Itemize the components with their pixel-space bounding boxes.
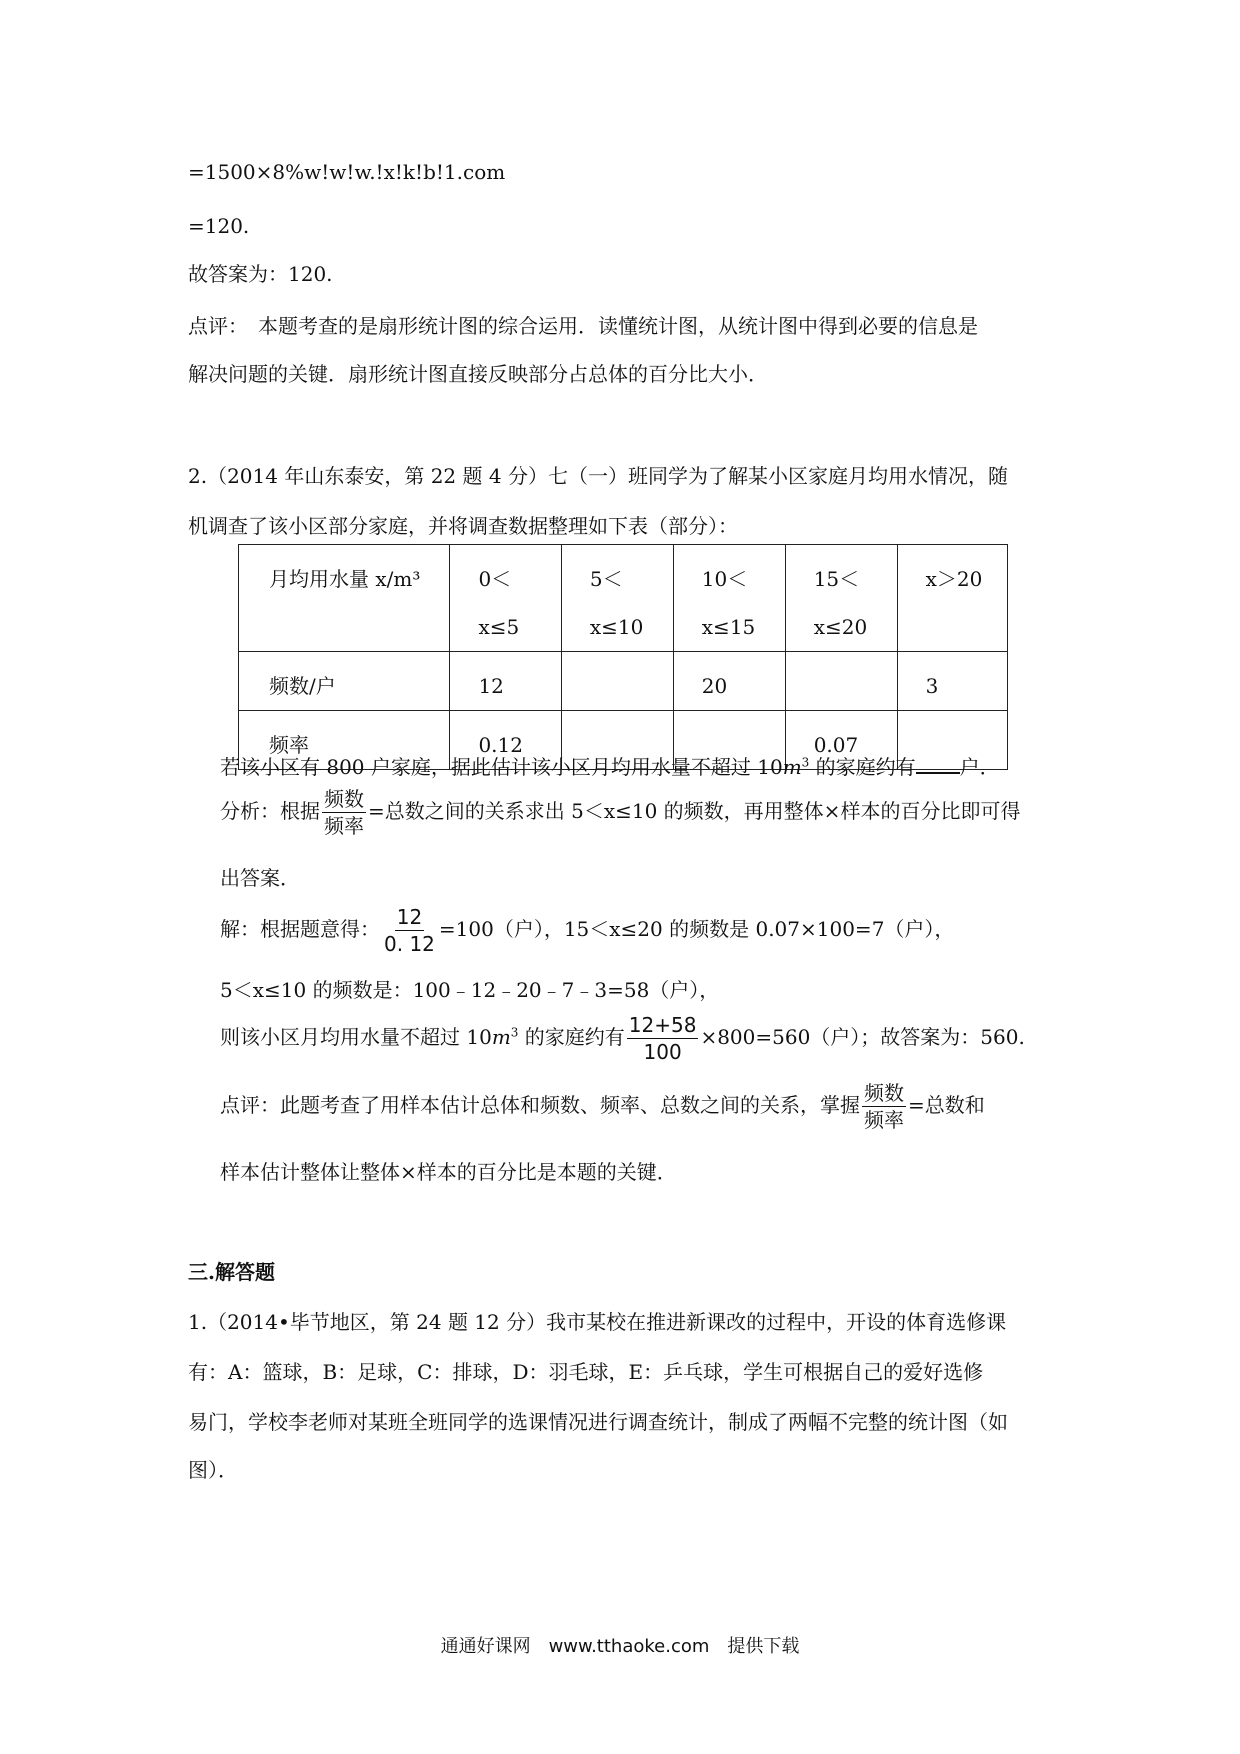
question-3-line-3: 易门，学校李老师对某班全班同学的选课情况进行调查统计，制成了两幅不完整的统计图（如 xyxy=(188,1410,1008,1434)
solution-line-3: 则该小区月均用水量不超过 $10m^3$ 的家庭约有 $\frac{12+58}{100}$ ×800=560（户）；故答案为：560. xyxy=(220,1013,1025,1064)
question-3-line-4: 图）． xyxy=(188,1458,238,1482)
table-cell: 3 xyxy=(897,652,1007,711)
table-cell: 12 xyxy=(450,652,561,711)
fraction: $\frac{\text{频数}}{\text{频率}}$ xyxy=(864,1081,904,1132)
table-row xyxy=(239,652,1008,711)
question-3-line-1: 1.（2014•毕节地区，第 24 题 12 分）我市某校在推进新课改的过程中，开设的体育选修课 xyxy=(188,1310,1007,1334)
comment-line-1: 点评： 本题考查的是扇形统计图的综合运用．读懂统计图，从统计图中得到必要的信息是 xyxy=(188,314,978,338)
table-cell: 20 xyxy=(673,652,785,711)
question-2-line-1: 2.（2014 年山东泰安，第 22 题 4 分）七（一）班同学为了解某小区家庭月均用水情况，随 xyxy=(188,464,1008,488)
question-3-line-2: 有：A：篮球，B：足球，C：排球，D：羽毛球，E：乒乓球，学生可根据自己的爱好选修 xyxy=(188,1360,984,1384)
question-2-line-2: 机调查了该小区部分家庭，并将调查数据整理如下表（部分）： xyxy=(188,514,738,538)
table-cell: 0.12 xyxy=(450,711,561,770)
table-cell: 频率 xyxy=(239,711,450,770)
table-header-cell: 15＜ x≤20 xyxy=(785,545,897,652)
table-header-cell: 0＜x≤5 xyxy=(450,545,561,652)
analysis-line-2: 出答案． xyxy=(220,866,300,890)
answer-blank xyxy=(916,752,960,774)
analysis-line-1: 分析：根据 $\frac{\text{频数}}{\text{频率}}$ =总数之间的关系求出 5＜x≤10 的频数，再用整体×样本的百分比即可得 xyxy=(220,787,1021,838)
table-cell xyxy=(785,652,897,711)
table-header-cell: x＞20 xyxy=(897,545,1007,652)
table-cell xyxy=(561,652,673,711)
comment-line-2: 解决问题的关键．扇形统计图直接反映部分占总体的百分比大小． xyxy=(188,362,768,386)
question-2-ask: 若该小区有 800 户家庭，据此估计该小区月均用水量不超过 $10m^3$ 的家庭约有 户． xyxy=(220,752,1000,781)
table-cell: 频数/户 xyxy=(239,652,450,711)
text-line-1: =1500×8%w!w!w.!x!k!b!1.com xyxy=(188,160,506,184)
fraction: $\frac{12}{0. 12}$ xyxy=(384,905,435,956)
table-header-cell: 10＜ x≤15 xyxy=(673,545,785,652)
section-heading: 三.解答题 xyxy=(188,1260,275,1284)
page-footer: 通通好课网 www.tthaoke.com 提供下载 xyxy=(440,1636,800,1657)
solution-line-2: 5＜x≤10 的频数是：100﹣12﹣20﹣7﹣3=58（户）， xyxy=(220,978,720,1002)
water-usage-table xyxy=(238,544,1008,770)
fraction: $\frac{12+58}{100}$ xyxy=(628,1013,697,1064)
comment-line-3: 点评：此题考查了用样本估计总体和频数、频率、总数之间的关系，掌握 $\frac{\text{频数}}{\text{频率}}$ =总数和 xyxy=(220,1081,985,1132)
table-cell: 0.07 xyxy=(785,711,897,770)
table-header-cell: 月均用水量 x/m³ xyxy=(239,545,450,652)
table-header-row xyxy=(239,545,1008,652)
table-header-cell: 5＜x≤10 xyxy=(561,545,673,652)
answer-line: 故答案为：120. xyxy=(188,262,333,286)
text-line-2: =120. xyxy=(188,214,250,238)
solution-line-1: 解：根据题意得： $\frac{12}{0. 12}$ =100（户），15＜x≤20 的频数是 0.07×100=7（户）， xyxy=(220,905,955,956)
comment-line-4: 样本估计整体让整体×样本的百分比是本题的关键． xyxy=(220,1160,677,1184)
fraction: $\frac{\text{频数}}{\text{频率}}$ xyxy=(324,787,364,838)
